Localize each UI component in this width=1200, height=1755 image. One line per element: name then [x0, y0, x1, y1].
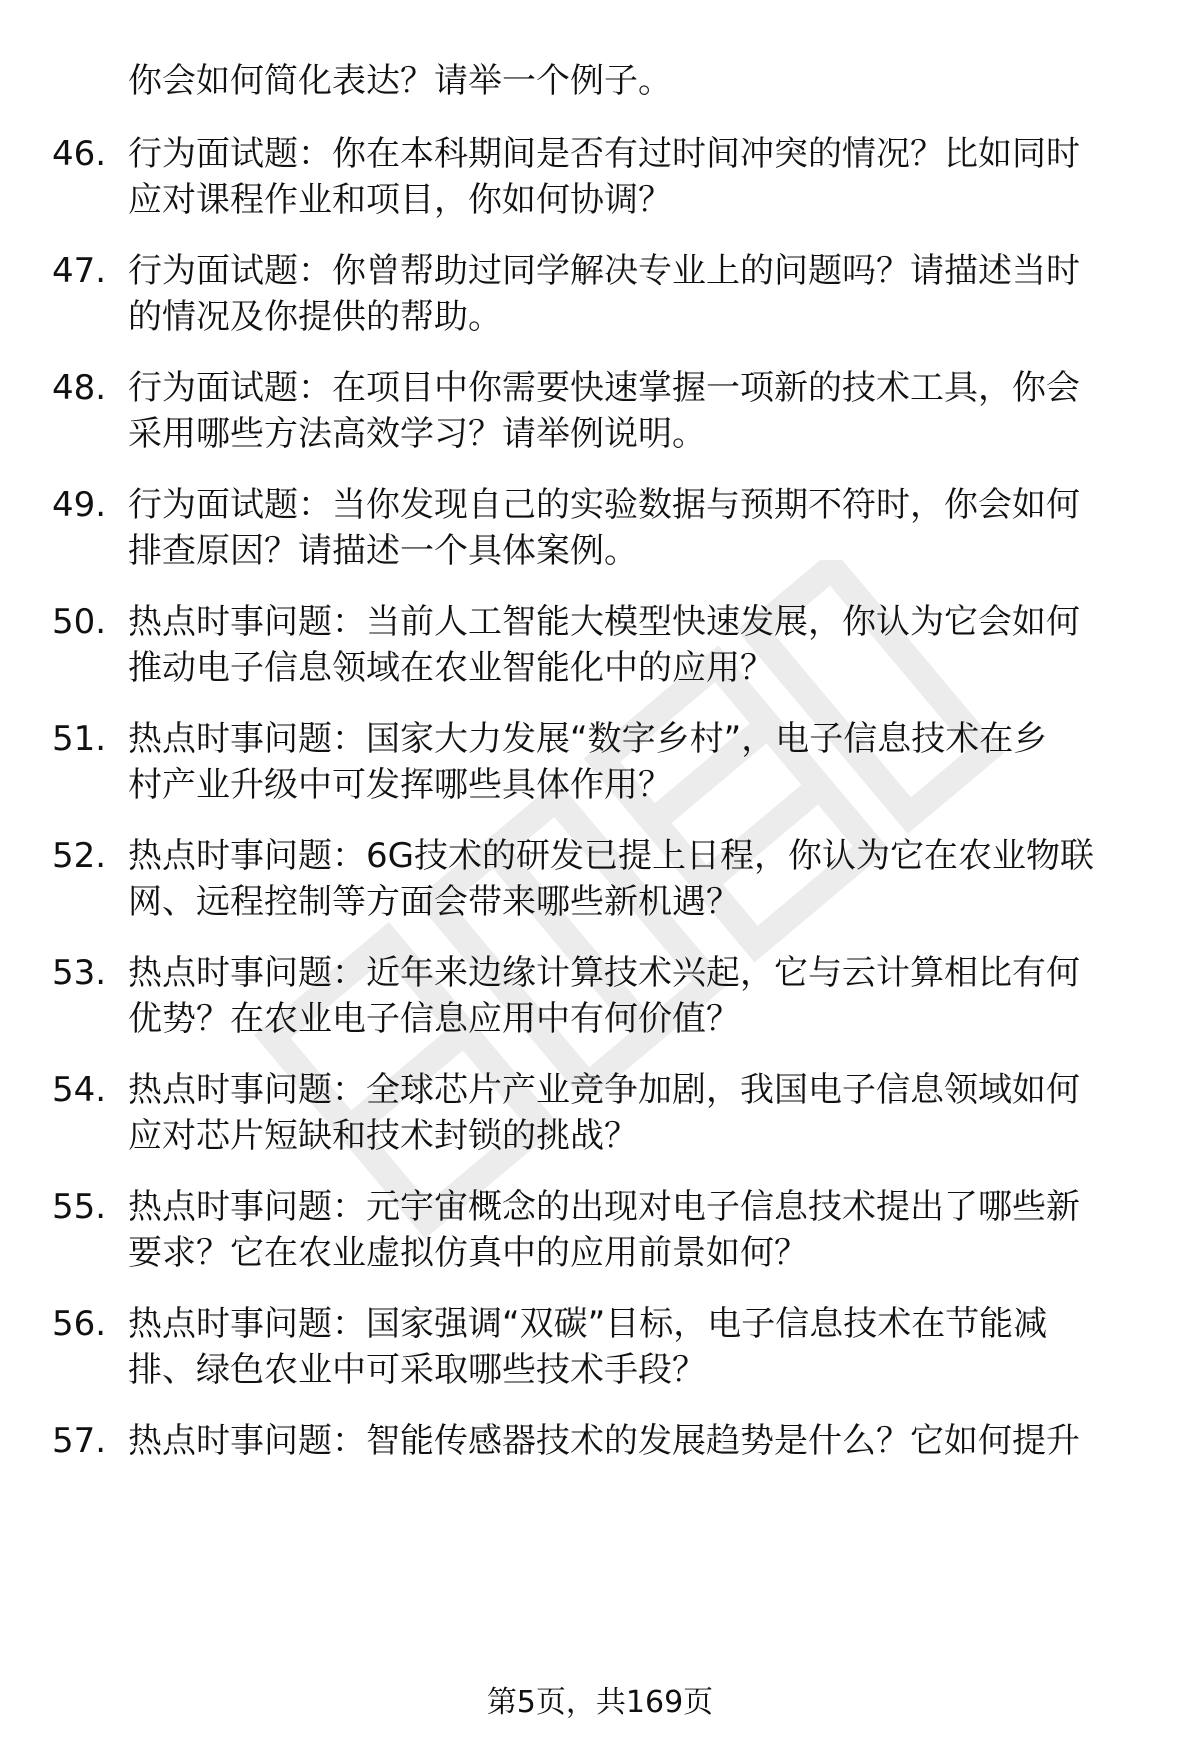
item-text-line: 网、远程控制等方面会带来哪些新机遇？ — [128, 882, 740, 922]
item-text-line: 行为面试题：你在本科期间是否有过时间冲突的情况？比如同时 — [128, 134, 1080, 174]
item-text-line: 推动电子信息领域在农业智能化中的应用？ — [128, 648, 774, 688]
item-number: 54. — [52, 1070, 107, 1110]
item-text-line: 热点时事问题：全球芯片产业竞争加剧，我国电子信息领域如何 — [128, 1070, 1080, 1110]
item-number: 48. — [52, 368, 107, 408]
item-text-line: 采用哪些方法高效学习？请举例说明。 — [128, 414, 706, 454]
item-text-line: 热点时事问题：国家强调“双碳”目标，电子信息技术在节能减 — [128, 1304, 1048, 1344]
item-text-line: 行为面试题：在项目中你需要快速掌握一项新的技术工具，你会 — [128, 368, 1080, 408]
item-text-line: 排查原因？请描述一个具体案例。 — [128, 531, 638, 571]
item-text-line: 热点时事问题：6G技术的研发已提上日程，你认为它在农业物联 — [128, 836, 1094, 876]
item-text-line: 行为面试题：你曾帮助过同学解决专业上的问题吗？请描述当时 — [128, 251, 1080, 291]
page-number-footer: 第5页，共169页 — [486, 1685, 714, 1720]
item-text-line: 行为面试题：当你发现自己的实验数据与预期不符时，你会如何 — [128, 485, 1080, 525]
continuation-line: 你会如何简化表达？请举一个例子。 — [128, 61, 672, 101]
item-number: 50. — [52, 602, 107, 642]
item-number: 56. — [52, 1304, 107, 1344]
item-text-line: 热点时事问题：智能传感器技术的发展趋势是什么？它如何提升 — [128, 1421, 1080, 1461]
item-text-line: 热点时事问题：当前人工智能大模型快速发展，你认为它会如何 — [128, 602, 1080, 642]
item-text-line: 要求？它在农业虚拟仿真中的应用前景如何？ — [128, 1233, 808, 1273]
item-number: 46. — [52, 134, 107, 174]
item-number: 55. — [52, 1187, 107, 1227]
item-text-line: 的情况及你提供的帮助。 — [128, 297, 502, 337]
item-text-line: 热点时事问题：近年来边缘计算技术兴起，它与云计算相比有何 — [128, 953, 1080, 993]
item-text-line: 优势？在农业电子信息应用中有何价值？ — [128, 999, 740, 1039]
item-text-line: 应对芯片短缺和技术封锁的挑战？ — [128, 1116, 638, 1156]
item-text-line: 热点时事问题：国家大力发展“数字乡村”，电子信息技术在乡 — [128, 719, 1048, 759]
item-text-line: 热点时事问题：元宇宙概念的出现对电子信息技术提出了哪些新 — [128, 1187, 1080, 1227]
item-number: 47. — [52, 251, 107, 291]
item-number: 51. — [52, 719, 107, 759]
item-number: 53. — [52, 953, 107, 993]
item-number: 49. — [52, 485, 107, 525]
item-text-line: 村产业升级中可发挥哪些具体作用？ — [128, 765, 672, 805]
item-number: 57. — [52, 1421, 107, 1461]
item-text-line: 排、绿色农业中可采取哪些技术手段？ — [128, 1350, 706, 1390]
item-text-line: 应对课程作业和项目，你如何协调？ — [128, 180, 672, 220]
item-number: 52. — [52, 836, 107, 876]
